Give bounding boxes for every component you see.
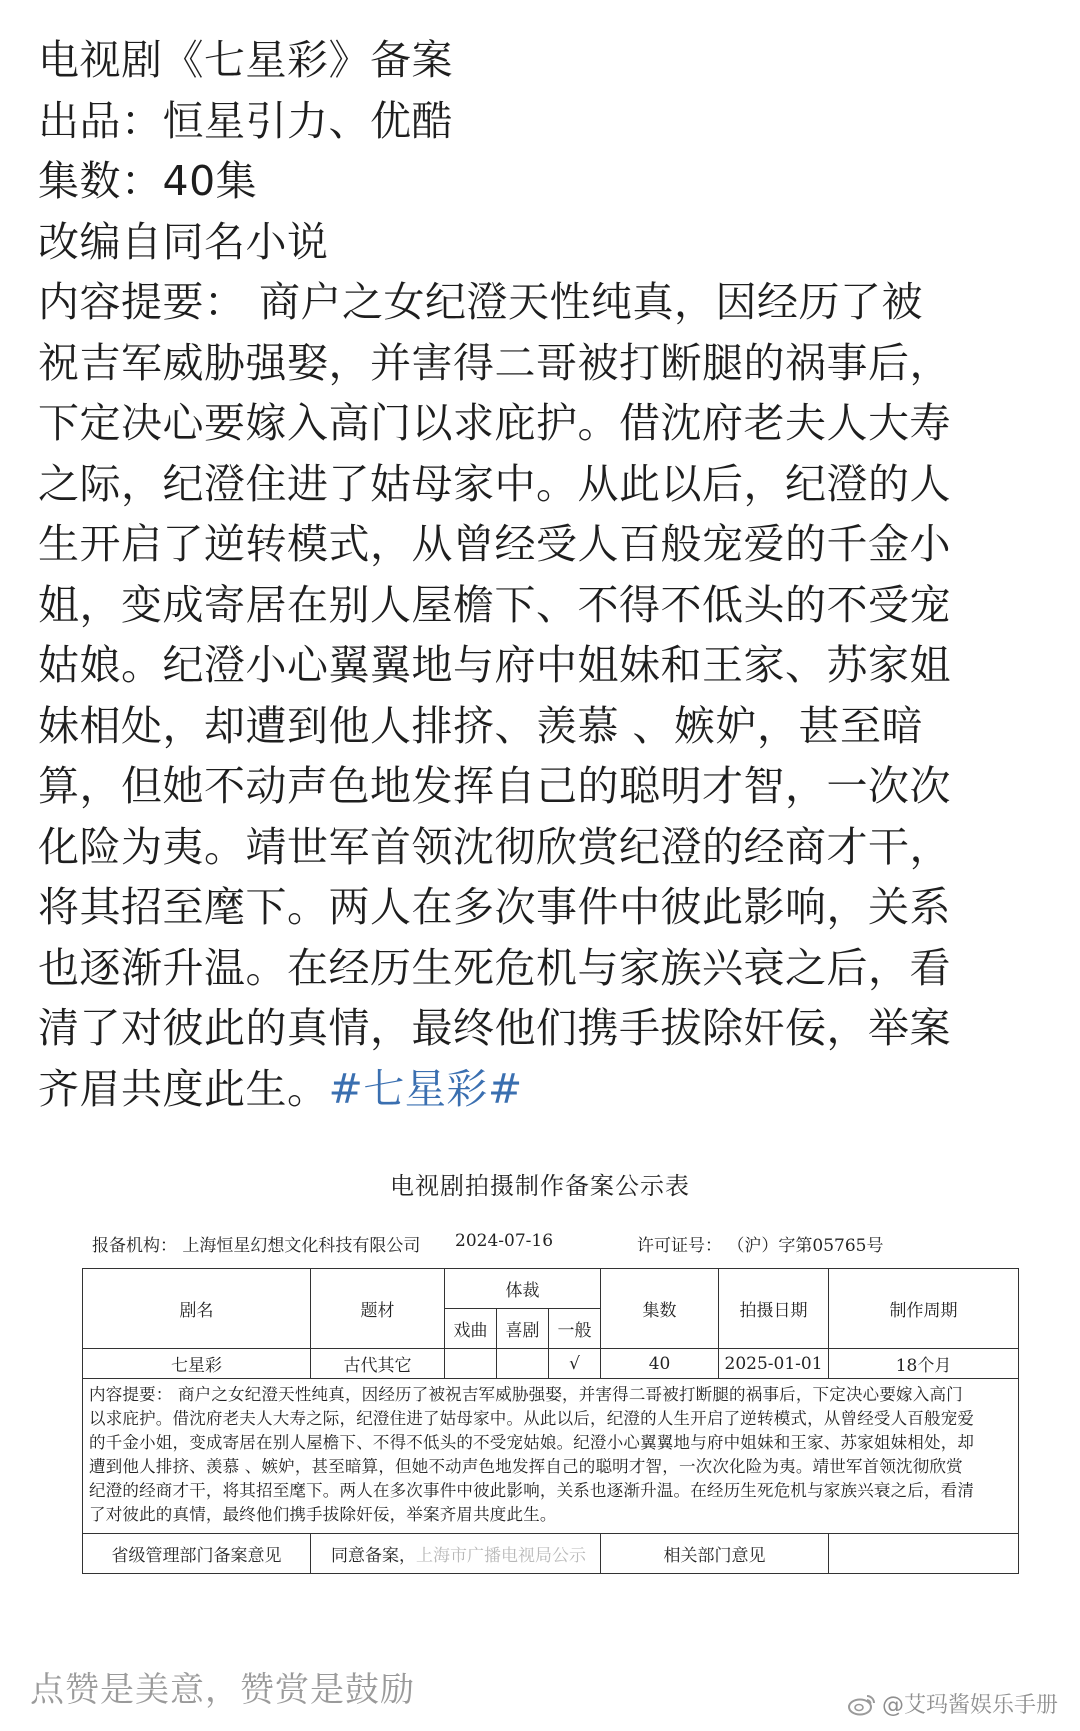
- cell-cycle: 18个月: [829, 1349, 1019, 1379]
- header-theme: 题材: [311, 1269, 445, 1349]
- cell-shoot-date: 2025-01-01: [719, 1349, 829, 1379]
- weibo-watermark: [848, 1688, 1058, 1719]
- summary-line: 的千金小姐，变成寄居在别人屋檐下、不得不低头的不受宠姑娘。纪澄小心翼翼地与府中姐妹和王家、苏家姐妹相处，却: [89, 1433, 975, 1452]
- cell-general-check: √: [549, 1349, 601, 1379]
- related-opinion: [829, 1534, 1019, 1574]
- header-cycle: 制作周期: [829, 1269, 1019, 1349]
- cell-episodes: 40: [601, 1349, 719, 1379]
- provincial-opinion: [311, 1534, 601, 1574]
- summary-line: 内容提要： 商户之女纪澄天性纯真，因经历了被祝吉军威胁强娶，并害得二哥被打断腿的祸事后，下定决心要嫁入高门: [89, 1385, 963, 1404]
- post-line: 电视剧《七星彩》备案: [38, 36, 453, 84]
- provincial-opinion-text: 同意备案，: [331, 1546, 416, 1566]
- cell-theme: 古代其它: [311, 1349, 445, 1379]
- post-line: 姑娘。纪澄小心翼翼地与府中姐妹和王家、苏家姐: [38, 641, 951, 689]
- post-line: 下定决心要嫁入高门以求庇护。借沈府老夫人大寿: [38, 399, 951, 447]
- filing-date: 2024-07-16: [455, 1231, 554, 1251]
- provincial-opinion-faded: 上海市广播电视局公示: [416, 1546, 586, 1566]
- header-genre-comedy: 喜剧: [497, 1309, 549, 1349]
- summary-line: 遭到他人排挤、羡慕 、嫉妒，甚至暗算，但她不动声色地发挥自己的聪明才智，一次次化险为夷。靖世军首领沈彻欣赏: [89, 1457, 963, 1476]
- post-line: 改编自同名小说: [38, 217, 329, 266]
- header-shoot-date: 拍摄日期: [719, 1269, 829, 1349]
- hashtag-link[interactable]: #七星彩#: [328, 1064, 523, 1113]
- header-episodes: 集数: [601, 1269, 719, 1349]
- post-line: 也逐渐升温。在经历生死危机与家族兴衰之后，看: [38, 943, 951, 992]
- watermark-text: @艾玛酱娱乐手册: [881, 1693, 1058, 1718]
- header-genre-opera: 戏曲: [445, 1309, 497, 1349]
- license-number: 许可证号： （沪）字第05765号: [637, 1236, 884, 1256]
- post-line: 将其招至麾下。两人在多次事件中彼此影响，关系: [38, 883, 951, 931]
- header-genre-general: 一般: [549, 1309, 601, 1349]
- post-line: 内容提要： 商户之女纪澄天性纯真，因经历了被: [38, 278, 924, 326]
- filer-info: 报备机构： 上海恒星幻想文化科技有限公司: [92, 1236, 421, 1256]
- post-line: 生开启了逆转模式，从曾经受人百般宠爱的千金小: [38, 520, 951, 568]
- filing-table: [82, 1268, 1019, 1574]
- document-title: 电视剧拍摄制作备案公示表: [390, 1172, 690, 1200]
- post-line: 祝吉军威胁强娶，并害得二哥被打断腿的祸事后，: [38, 338, 951, 387]
- post-line: 算，但她不动声色地发挥自己的聪明才智，一次次: [38, 762, 951, 810]
- post-body: [38, 30, 1042, 1119]
- summary-line: 了对彼此的真情，最终他们携手拔除奸佞，举案齐眉共度此生。: [89, 1505, 557, 1524]
- header-name: 剧名: [83, 1269, 311, 1349]
- cell-opera: [445, 1349, 497, 1379]
- post-line: 化险为夷。靖世军首领沈彻欣赏纪澄的经商才干，: [38, 822, 951, 871]
- summary-line: 以求庇护。借沈府老夫人大寿之际，纪澄住进了姑母家中。从此以后，纪澄的人生开启了逆转模式，从曾经受人百般宠爱: [89, 1409, 975, 1428]
- header-genre: 体裁: [445, 1269, 601, 1309]
- post-line: 出品：恒星引力、优酷: [38, 96, 453, 145]
- post-line: 妹相处，却遭到他人排挤、羡慕 、嫉妒，甚至暗: [38, 701, 924, 750]
- post-line-text: 齐眉共度此生。: [38, 1064, 329, 1113]
- post-line: 之际，纪澄住进了姑母家中。从此以后，纪澄的人: [38, 459, 951, 508]
- post-line: 集数：40集: [38, 157, 258, 205]
- summary-cell: [83, 1379, 1019, 1534]
- post-last-line: [38, 1059, 1042, 1120]
- related-label: 相关部门意见: [601, 1534, 829, 1574]
- weibo-icon: [848, 1692, 876, 1716]
- provincial-label: 省级管理部门备案意见: [83, 1534, 311, 1574]
- summary-line: 纪澄的经商才干，将其招至麾下。两人在多次事件中彼此影响，关系也逐渐升温。在经历生死危机与家族兴衰之后，看清: [89, 1481, 975, 1500]
- post-line: 姐，变成寄居在别人屋檐下、不得不低头的不受宠: [38, 580, 951, 629]
- cell-comedy: [497, 1349, 549, 1379]
- post-line: 清了对彼此的真情，最终他们携手拔除奸佞，举案: [38, 1004, 951, 1052]
- cell-name: 七星彩: [83, 1349, 311, 1379]
- footer-slogan: 点赞是美意，赞赏是鼓励: [30, 1670, 415, 1710]
